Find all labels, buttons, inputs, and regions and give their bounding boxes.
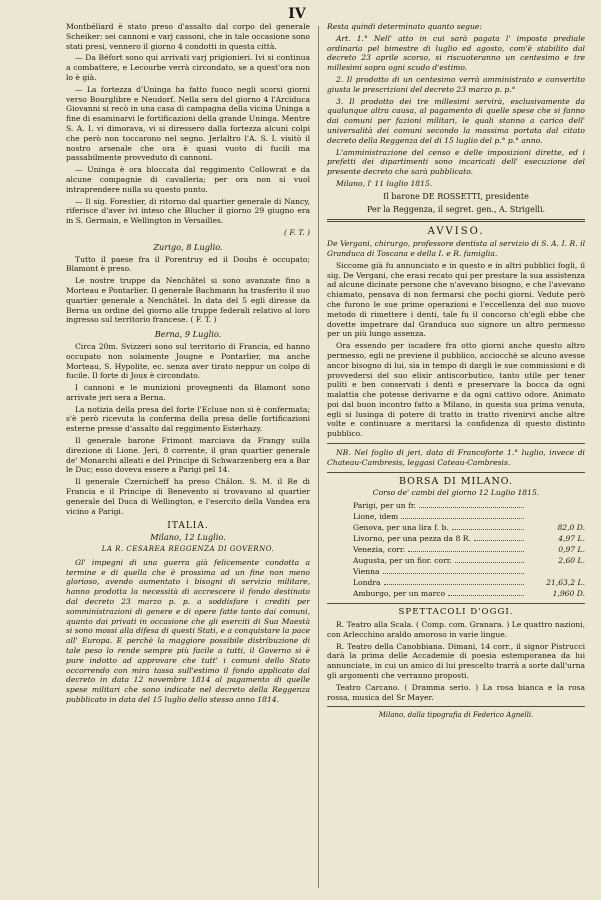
avviso-heading: AVVISO. [427,226,485,238]
leader-dots [401,518,524,519]
exchange-place: Genova, per una lira f. b. [353,523,449,533]
paragraph: Il generale Czernicheff ha preso Châlon. S. M. il Re di Francia e il Principe di Benevento si trovavano al quartier generale del Duca di Wellington, e l'esercito della Vandea era vicino a Parigi. [66,477,310,516]
spettacoli-heading: SPETTACOLI D'OGGI. [398,607,514,618]
leader-dots [408,551,524,552]
borsa-heading: BORSA DI MILANO. [398,475,514,487]
leader-dots [452,529,524,530]
decree-article-1: Art. 1.° Nell' atto in cui sarà pagata l' imposta prediale ordinaria pel bimestre di luglio ed agosto, com'è stabilito dal decreto 23 aprile scorso, si riscuoteranno un centesimo e tre millesimi sopra ogni scudo d'estimo. [327,33,585,73]
leader-dots [419,507,524,508]
section-divider [327,219,585,222]
paragraph: Le nostre truppe da Nenchâtel si sono avanzate fino a Morteau e Pontarlier. Il generale Bachmann ha trasferito il suo quartier generale a Nenchâtel. In data del 5 egli diresse da Berna un ordine del giorno alle truppe federali relativo al loro ingresso sul territorio francese. ( F. T. ) [66,276,310,325]
avviso-paragraph: Siccome già fu annunciato e in questo e in altri pubblici fogli, il sig. De Vergani, che erasi recato qui per prestare la sua assistenza ad alcune dicinate persone che n'avevano bisogno, e che l'avevano chiamato, pensava di non fermarsi che pochi giorni. Vedute però che furono le sue prime operazioni e l'eccellenza del suo nuovo metodo di rimettere i denti, tale fu il concorso ch'egli ebbe che dovette impetrare dal Granduca suo signore un altro permesso per un più lungo assenza. [327,260,585,339]
printer-imprint: Milano, dalla tipografia di Federico Agnelli. [378,711,534,720]
paragraph: Circa 20m. Svizzeri sono sul territorio di Francia, ed hanno occupato non solamente Jougne e Pontarlier, ma anche Morteau, S. Hypolite, ec. senza aver tirato neppur un colpo di fucile. Il forte di Joux è circondato. [66,341,310,381]
signature-secretary: Per la Reggenza, il segret. gen., A. Strigelli. [366,204,546,214]
exchange-row [327,577,585,588]
borsa-subheading: Corso de' cambi del giorno 12 Luglio 1815. [372,488,540,498]
source-signature: ( F. T. ) [283,227,310,237]
leader-dots [455,562,524,563]
leader-dots [384,584,524,585]
exchange-place: Londra [353,578,381,588]
regency-heading: LA R. CESAREA REGGENZA DI GOVERNO. [101,545,275,554]
section-divider [327,472,585,473]
exchange-rate: 4,97 L. [558,534,585,544]
section-divider [327,443,585,444]
exchange-row [327,522,585,533]
exchange-table [327,500,585,599]
spettacolo-entry: R. Teatro alla Scala. ( Comp. com. Granara. ) Le quattro nazioni, con Arlecchino araldo amoroso in varie lingue. [327,620,585,639]
dateline-milano: Milano, 12 Luglio. [150,532,226,543]
exchange-row [327,588,585,599]
section-divider [327,603,585,604]
column-divider [318,26,319,888]
exchange-row [327,511,585,522]
right-column [327,22,585,892]
leader-dots [383,573,524,574]
exchange-rate: 0,97 L. [558,545,585,555]
spettacolo-entry: R. Teatro della Canobbiana. Dimani, 14 corr., il signor Pistrucci darà la prima delle Accademie di poesia estemporanea da lui annunciate, in cui un amico di lui prescelto trarrà a sorte dall'urna gli argomenti che verranno proposti. [327,641,585,681]
paragraph: La notizia della presa del forte l'Ecluse non si è confermata; s'è però ricevuta la conferma della presa delle fortificazioni esterne presse d'assalto dal reggimento Esterhazy. [66,404,310,434]
paragraph: I cannoni e le munizioni provegnenti da Blamont sono arrivate jeri sera a Berna. [66,383,310,402]
left-column [66,22,310,892]
exchange-row [327,555,585,566]
exchange-place: Venezia, corr. [353,545,406,555]
decree-date: Milano, l' 11 luglio 1815. [336,178,433,188]
exchange-row [327,500,585,511]
paragraph: — La fortezza d'Uninga ha fatto fuoco negli scorsi giorni verso Bourglibre e Neudorf. Nella sera del giorno 4 l'Arciduca Giovanni si recò in una casa di campagna della vicina Uninga a fine di esaminarvi le fortificazioni della grande Uninga. Mentre S. A. I. vi dimorava, vi si diressero dalla fortezza alcuni colpi che però non toccarono nel segno. Jerlaltro l'A. S. I. visitò il nostro arsenale che ora è quasi vuoto di fucili ma passabilmente provveduto di cannoni. [66,84,310,163]
leader-dots [474,540,524,541]
section-heading-italia: ITALIA. [167,521,209,532]
exchange-place: Vienna [353,567,380,577]
decree-intro: Resta quindi determinato quanto segue: [327,22,482,31]
section-divider [327,706,585,707]
decree-article-3: 3. Il prodotto dei tre millesimi servirà, esclusivamente da qualunque altra causa, al pagamento di quelle spese che si fanno dai comuni per fazioni militari, le quali stanno a carico dell' universalità dei comuni secondo la massima portata dal citato decreto della Reggenza del di 15 luglio del p.° p.° anno. [327,96,585,145]
paragraph: Il generale barone Frimont marciava da Frangy sulla direzione di Lione. Jeri, 8 corrente, il gran quartier generale de' Monarchi alleati e del Principe di Schwarzenberg era a Bar le Duc; esso doveva essere a Parigi pel 14. [66,436,310,475]
exchange-place: Amburgo, per un marco [353,589,446,599]
spettacolo-entry: Teatro Carcano. ( Dramma serio. ) La rosa bianca e la rosa rossa, musica del Sr Mayer. [327,682,585,702]
dateline-berna: Berna, 9 Luglio. [154,329,222,340]
signature-president: Il barone DE ROSSETTI, presidente [383,191,529,201]
exchange-rate: 2,60 L. [558,556,585,566]
page-number: IV [288,6,306,22]
exchange-rate: 21,63,2 L. [546,578,585,588]
avviso-paragraph: Ora essendo per iscadere fra otto giorni anche questo altro permesso, egli ne previene il pubblico, acciocchè se alcuno avesse ancor bisogno di lui, sia in tempo di dargli le sue commissioni e di provvedersi del suo elixir antiscorbutico, tanto utile per tener puliti e ben conservati i denti e preservare la bocca da ogni malattia che potesse derivarne e da ogni cattivo odore. Animato poi dal buon incontro fatto a Milano, in questa sua prima venuta, egli si lusinga di potere di tratto in tratto rivenirvi anche altre volte e continuare a meritarsi la confidenza di questo distinto pubblico. [327,341,585,439]
paragraph: — Il sig. Forestier, di ritorno dal quartier generale di Nancy, riferisce d'aver ivi inteso che Blucher il giorno 29 giugno era in S. Germain, e Wellington in Versailles. [66,196,310,226]
exchange-place: Parigi, per un fr. [353,501,417,511]
dateline-zurigo: Zurigo, 8 Luglio. [153,241,223,252]
paragraph: Montbéliard è stato preso d'assalto dal corpo del generale Scheiker: sei cannoni e varj cassoni, che in tale occasione sono stati presi, vennero il giorno 4 condotti in questa città. [66,22,310,51]
exchange-rate: 1,960 D. [552,589,585,599]
leader-dots [448,595,524,596]
errata-note: NB. Nel foglio di jeri, data di Francoforte 1.° luglio, invece di Chateau-Cambresis, leggasi Cateau-Cambresis. [327,448,585,467]
exchange-row [327,566,585,577]
exchange-row [327,544,585,555]
decree-article-2: 2. Il prodotto di un centesimo verrà amministrato e convertito giusta le prescrizioni del decreto 23 marzo p. p.° [327,74,585,94]
paragraph: Tutto il paese fra il Porentruy ed il Doubs è occupato; Blamont è preso. [66,254,310,274]
exchange-place: Lione, idem [353,512,399,522]
decree-execution: L'amministrazione del censo e delle imposizioni dirette, ed i prefetti dei dipartimenti sono incaricati dell' esecuzione del presente decreto che sarà pubblicato. [327,147,585,177]
exchange-row [327,533,585,544]
paragraph: — Da Béfort sono qui arrivati varj prigionieri. Ivi si continua a combattere, e Lecourbe verrà circondato, se a quest'ora non lo è già. [66,53,310,82]
exchange-rate: 82,0 D. [557,523,585,533]
exchange-place: Augusta, per un fior. corr. [353,556,452,566]
decree-text: Gl' impegni di una guerra già felicemente condotta a termine e di quella che è prossima ad un fine non meno glorioso, avendo aumentato i bisogni di servizio militare, hanno prodotta la necessità di accrescere il fondo destinato dal decreto 23 marzo p. p. a soddisfare i crediti per somministrazioni di genere e di opere fatte tanto dai comuni, quanto dai privati in occasione che gli eserciti di Sua Maestà si sono mossi alla difesa di questi Stati, e a conquistare la pace all' Europa. E perchè la maggiore possibile distribuzione di tale peso lo rende sempre più facile a tutti, il Governo si è pure indotto ad approvare che tutt' i comuni dello Stato occorrendo con mira tassa sull'estimo il fondo applicato dal decreto in data 12 novembre 1814 al pagamento di quelle spese militari che sono indicate nel decreto della Reggenza pubblicato in data del 15 luglio dello stesso anno 1814. [66,557,310,704]
paragraph: — Uninga è ora bloccata dal reggimento Collowrat e da alcune compagnie di cavalleria; per ora non si vuol intraprendere nulla su questo punto. [66,165,310,194]
exchange-place: Livorno, per una pezza da 8 R. [353,534,471,544]
avviso-title: De Vergani, chirurgo, professore dentista al servizio di S. A. I. R. il Granduca di Toscana e della I. e R. famiglia. [327,239,585,258]
